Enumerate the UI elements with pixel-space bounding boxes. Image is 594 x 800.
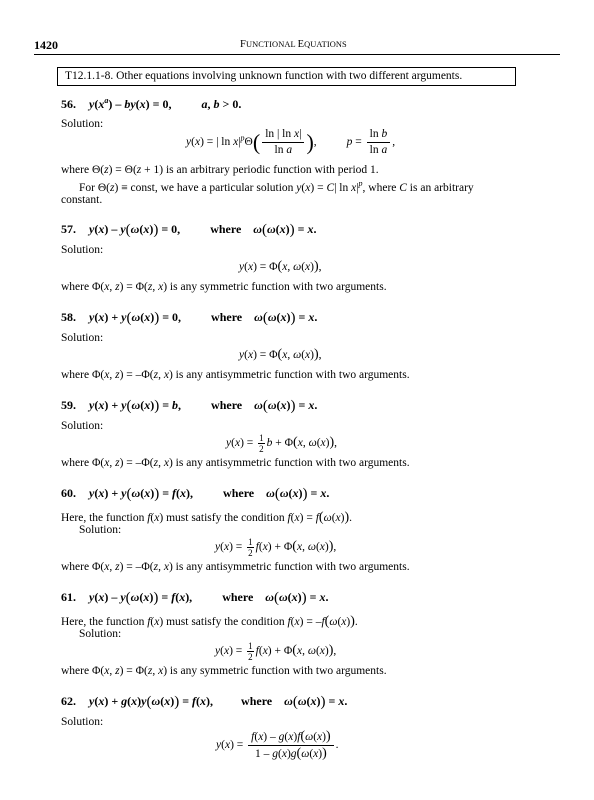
solution-formula-62: y(x) = $\frac{f(x) - g(x)f(\omega(x))}{1 - g(x)g(\omega(x))}$ . [216, 729, 339, 761]
running-header [34, 38, 560, 52]
equation-56: 56. $y(x^a) - by(x) = 0$, a, b > 0. [61, 96, 242, 111]
solution-label: Solution: [61, 420, 104, 432]
note-60: where Φ(x, z) = –Φ(z, x) is any antisymmetric function with two arguments. [61, 561, 410, 573]
note-58: where Φ(x, z) = –Φ(z, x) is any antisymmetric function with two arguments. [61, 369, 410, 381]
solution-formula-60: y(x) = $\frac{1}{2}$ f(x) + Φ(x, ω(x)), [215, 537, 337, 558]
solution-formula-59: y(x) = $\frac{1}{2}$ b + Φ(x, ω(x)), [226, 433, 338, 454]
note-56-a: where Θ(z) = Θ(z + 1) is an arbitrary periodic function with period 1. [61, 164, 379, 176]
header-rule [34, 54, 560, 55]
solution-formula-56: y(x) = | $\ln x|^p\Theta$( $\frac{\text{ln | ln x|}}{\text{ln a}}$ ), p = $\frac{\text{ln b}}{\text{ln a}}$ , [186, 128, 396, 156]
page-number: 1420 [34, 38, 58, 52]
pre-note-61: Here, the function f(x) must satisfy the condition f(x) = –f(ω(x)). [61, 614, 358, 629]
note-61: where Φ(x, z) = Φ(z, x) is any symmetric function with two arguments. [61, 665, 387, 677]
section-heading: T12.1.1-8. Other equations involving unknown function with two different arguments. [57, 67, 516, 86]
running-title: FUNCTIONAL EQUATIONS [240, 39, 347, 50]
solution-formula-61: y(x) = $\frac{1}{2}$ f(x) + Φ(x, ω(x)), [215, 641, 337, 662]
equation-58: 58. y(x) + y(ω(x)) = 0, where ω(ω(x)) = x. [61, 310, 318, 326]
equation-62: 62. y(x) + g(x)y(ω(x)) = f(x), where ω(ω(x)) = x. [61, 694, 348, 710]
equation-59: 59. y(x) + y(ω(x)) = b, where ω(ω(x)) = x. [61, 398, 318, 414]
solution-label: Solution: [61, 716, 104, 728]
solution-label: Solution: [61, 118, 104, 130]
equation-57: 57. y(x) – y(ω(x)) = 0, where ω(ω(x)) = x. [61, 222, 317, 238]
solution-label: Solution: [61, 244, 104, 256]
equation-60: 60. y(x) + y(ω(x)) = f(x), where ω(ω(x)) = x. [61, 486, 330, 502]
equation-61: 61. y(x) – y(ω(x)) = f(x), where ω(ω(x)) = x. [61, 590, 329, 606]
solution-formula-57: y(x) = Φ(x, ω(x)), [239, 259, 322, 274]
solution-formula-58: y(x) = Φ(x, ω(x)), [239, 347, 322, 362]
solution-label: Solution: [79, 628, 122, 640]
note-59: where Φ(x, z) = –Φ(z, x) is any antisymmetric function with two arguments. [61, 457, 410, 469]
note-56-c: constant. [61, 194, 103, 206]
equation-number: 56. [61, 97, 76, 111]
note-56-b: For Θ(z) ≡ const, we have a particular solution y(x) = C| $\ln x|^p$, where C is an arbitrary [79, 179, 474, 194]
pre-note-60: Here, the function f(x) must satisfy the condition f(x) = f(ω(x)). [61, 510, 353, 525]
note-57: where Φ(x, z) = Φ(z, x) is any symmetric function with two arguments. [61, 281, 387, 293]
solution-label: Solution: [61, 332, 104, 344]
solution-label: Solution: [79, 524, 122, 536]
